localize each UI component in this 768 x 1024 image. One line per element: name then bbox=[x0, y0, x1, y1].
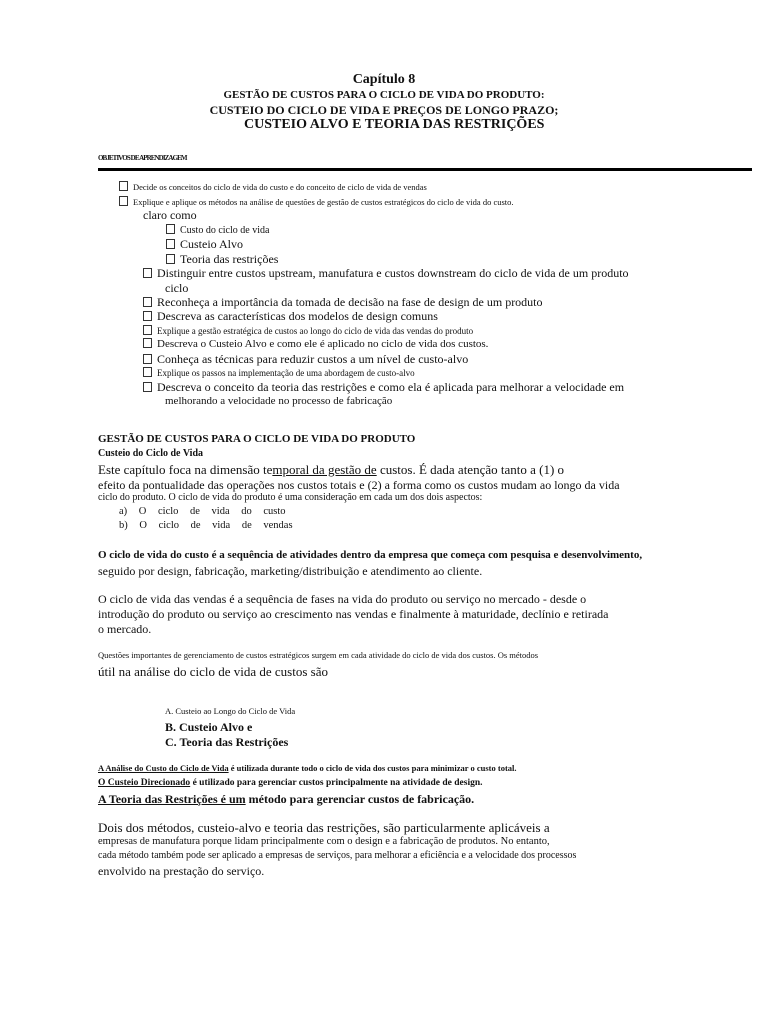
definition-line: A Teoria das Restrições é um método para gerenciar custos de fabricação. bbox=[98, 792, 475, 806]
list-item: a) O ciclo de vida do custo bbox=[119, 506, 286, 517]
objective-item: Conheça as técnicas para reduzir custos a um nível de custo-alvo bbox=[143, 353, 468, 365]
objective-item: Reconheça a importância da tomada de decisão na fase de design de um produto bbox=[143, 296, 543, 308]
objectives-heading: OBJETIVOS DE APRENDIZAGEM bbox=[98, 154, 187, 162]
objective-item: Decide os conceitos do ciclo de vida do custo e do conceito de ciclo de vida de vendas bbox=[119, 181, 427, 192]
checkbox-icon bbox=[143, 382, 152, 392]
checkbox-icon bbox=[166, 224, 175, 234]
paragraph-line: empresas de manufatura porque lidam principalmente com o design e a fabricação de produtos. No entanto, bbox=[98, 836, 550, 847]
checkbox-icon bbox=[143, 354, 152, 364]
objective-item: Descreva o Custeio Alvo e como ele é aplicado no ciclo de vida dos custos. bbox=[143, 338, 488, 350]
paragraph-line: útil na análise do ciclo de vida de custos são bbox=[98, 664, 328, 679]
paragraph-line: O ciclo de vida do custo é a sequência de atividades dentro da empresa que começa com pesquisa e desenvolvimento, bbox=[98, 549, 643, 561]
definition-line: O Custeio Direcionado é utilizado para gerenciar custos principalmente na atividade de design. bbox=[98, 778, 483, 788]
objective-item: Descreva as características dos modelos de design comuns bbox=[143, 310, 438, 322]
sub-objective-item: Custo do ciclo de vida bbox=[166, 224, 269, 236]
paragraph-line: O ciclo de vida das vendas é a sequência de fases na vida do produto ou serviço no mercado - desde o bbox=[98, 592, 587, 606]
objective-item: Explique e aplique os métodos na análise de questões de gestão de custos estratégicos do ciclo de vida do custo. bbox=[119, 196, 514, 207]
checkbox-icon bbox=[143, 268, 152, 278]
checkbox-icon bbox=[143, 311, 152, 321]
method-item: C. Teoria das Restrições bbox=[165, 735, 289, 749]
paragraph-line: Este capítulo foca na dimensão temporal da gestão de custos. É dada atenção tanto a (1) o bbox=[98, 462, 565, 477]
checkbox-icon bbox=[166, 254, 175, 264]
paragraph-line: envolvido na prestação do serviço. bbox=[98, 864, 265, 878]
objective-continuation: claro como bbox=[143, 208, 197, 222]
chapter-label: Capítulo 8 bbox=[352, 72, 416, 87]
objective-item: Descreva o conceito da teoria das restrições e como ela é aplicada para melhorar a velocidade em bbox=[143, 381, 624, 393]
checkbox-icon bbox=[143, 325, 152, 335]
objective-item: Explique os passos na implementação de uma abordagem de custo-alvo bbox=[143, 367, 415, 378]
paragraph-line: introdução do produto ou serviço ao crescimento nas vendas e finalmente à maturidade, declínio e retirada bbox=[98, 607, 609, 621]
checkbox-icon bbox=[143, 338, 152, 348]
checkbox-icon bbox=[119, 196, 128, 206]
paragraph-line: efeito da pontualidade das operações nos custos totais e (2) a forma como os custos mudam ao longo da vida bbox=[98, 478, 620, 492]
definition-line: A Análise do Custo do Ciclo de Vida é utilizada durante todo o ciclo de vida dos custos para minimizar o custo total. bbox=[98, 763, 517, 773]
paragraph-line: Questões importantes de gerenciamento de custos estratégicos surgem em cada atividade do ciclo de vida dos custos. Os métodos bbox=[98, 650, 539, 660]
section-heading: GESTÃO DE CUSTOS PARA O CICLO DE VIDA DO PRODUTO bbox=[98, 433, 416, 445]
title-line-3: CUSTEIO ALVO E TEORIA DAS RESTRIÇÕES bbox=[244, 117, 545, 132]
paragraph-line: o mercado. bbox=[98, 622, 152, 636]
objective-item: Explique a gestão estratégica de custos ao longo do ciclo de vida das vendas do produto bbox=[143, 325, 473, 336]
checkbox-icon bbox=[166, 239, 175, 249]
title-line-2: CUSTEIO DO CICLO DE VIDA E PREÇOS DE LONGO PRAZO; bbox=[209, 103, 559, 117]
title-line-1: GESTÃO DE CUSTOS PARA O CICLO DE VIDA DO PRODUTO: bbox=[223, 89, 545, 101]
paragraph-line: cada método também pode ser aplicado a empresas de serviços, para melhorar a eficiência e a velocidade dos processos bbox=[98, 850, 577, 861]
method-item: B. Custeio Alvo e bbox=[165, 720, 253, 734]
heading-rule bbox=[98, 168, 752, 171]
objective-continuation: ciclo bbox=[165, 281, 189, 295]
section-subheading: Custeio do Ciclo de Vida bbox=[98, 448, 204, 459]
list-item: b) O ciclo de vida de vendas bbox=[119, 520, 293, 531]
checkbox-icon bbox=[119, 181, 128, 191]
sub-objective-item: Teoria das restrições bbox=[166, 253, 278, 265]
checkbox-icon bbox=[143, 297, 152, 307]
objective-continuation: melhorando a velocidade no processo de fabricação bbox=[165, 395, 393, 407]
paragraph-line: seguido por design, fabricação, marketing/distribuição e atendimento ao cliente. bbox=[98, 564, 483, 578]
paragraph-line: ciclo do produto. O ciclo de vida do produto é uma consideração em cada um dos dois aspectos: bbox=[98, 492, 483, 503]
checkbox-icon bbox=[143, 367, 152, 377]
paragraph-line: Dois dos métodos, custeio-alvo e teoria das restrições, são particularmente aplicáveis a bbox=[98, 820, 550, 835]
method-item: A. Custeio ao Longo do Ciclo de Vida bbox=[165, 706, 296, 716]
objective-item: Distinguir entre custos upstream, manufatura e custos downstream do ciclo de vida de um produto bbox=[143, 267, 629, 279]
sub-objective-item: Custeio Alvo bbox=[166, 238, 243, 250]
